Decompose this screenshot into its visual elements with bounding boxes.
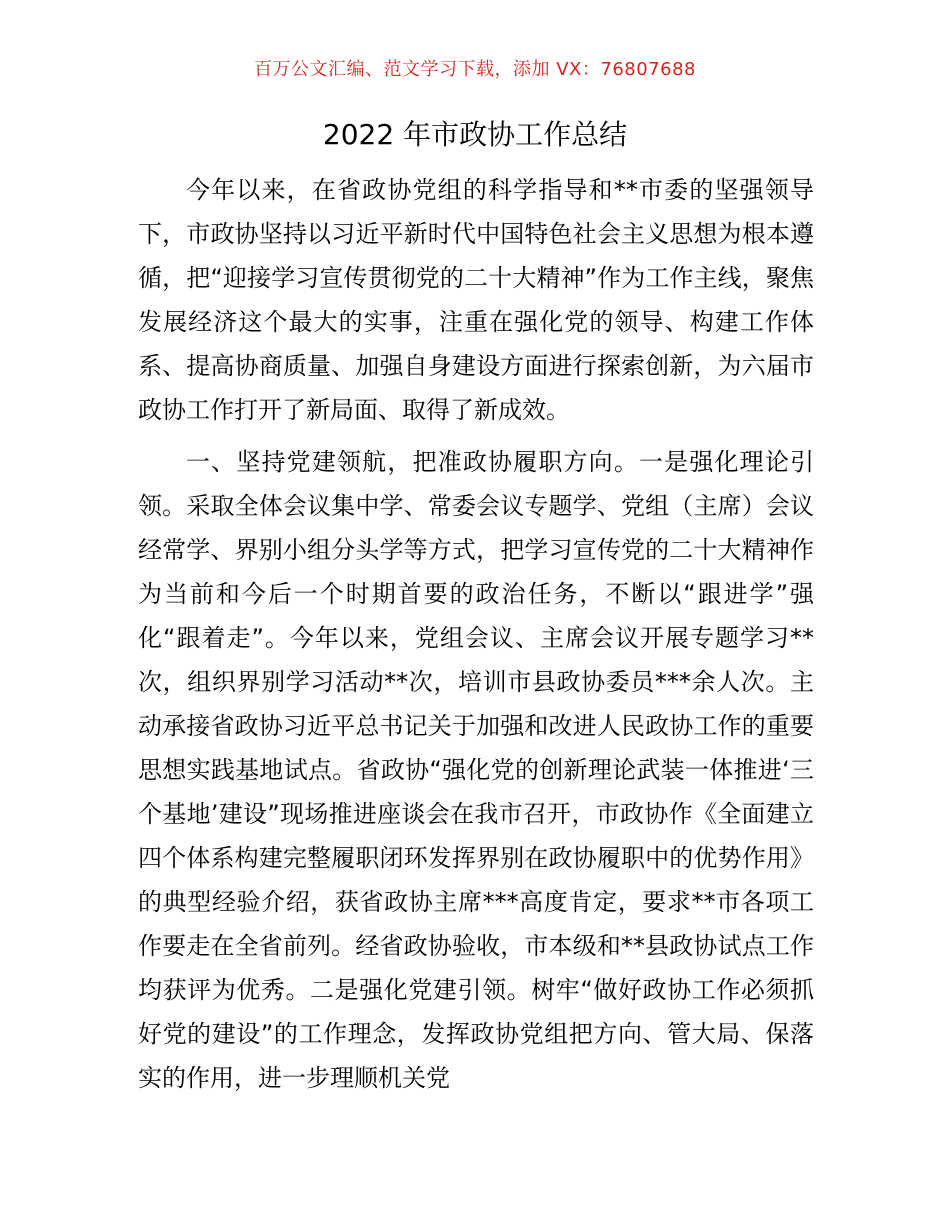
- paragraph-section-one: 一、坚持党建领航，把准政协履职方向。一是强化理论引领。采取全体会议集中学、常委会议专题学、党组（主席）会议经常学、界别小组分头学等方式，把学习宣传党的二十大精神作为当前和今后一个时期首要的政治任务，不断以“跟进学”强化“跟着走”。今年以来，党组会议、主席会议开展专题学习**次，组织界别学习活动**次，培训市县政协委员***余人次。主动承接省政协习近平总书记关于加强和改进人民政协工作的重要思想实践基地试点。省政协“强化党的创新理论武装一体推进‘三个基地’建设”现场推进座谈会在我市召开，市政协作《全面建立四个体系构建完整履职闭环发挥界别在政协履职中的优势作用》的典型经验介绍，获省政协主席***高度肯定，要求**市各项工作要走在全省前列。经省政协验收，市本级和**县政协试点工作均获评为优秀。二是强化党建引领。树牢“做好政协工作必须抓好党的建设”的工作理念，发挥政协党组把方向、管大局、保落实的作用，进一步理顺机关党: [138, 448, 814, 1092]
- paragraph-intro: 今年以来，在省政协党组的科学指导和**市委的坚强领导下，市政协坚持以习近平新时代中国特色社会主义思想为根本遵循，把“迎接学习宣传贯彻党的二十大精神”作为工作主线，聚焦发展经济这个最大的实事，注重在强化党的领导、构建工作体系、提高协商质量、加强自身建设方面进行探索创新，为六届市政协工作打开了新局面、取得了新成效。: [138, 176, 814, 424]
- document-title: 2022 年市政协工作总结: [322, 118, 628, 151]
- header-promo-note: 百万公文汇编、范文学习下载，添加 VX：76807688: [254, 59, 696, 80]
- document-body: [138, 168, 814, 1100]
